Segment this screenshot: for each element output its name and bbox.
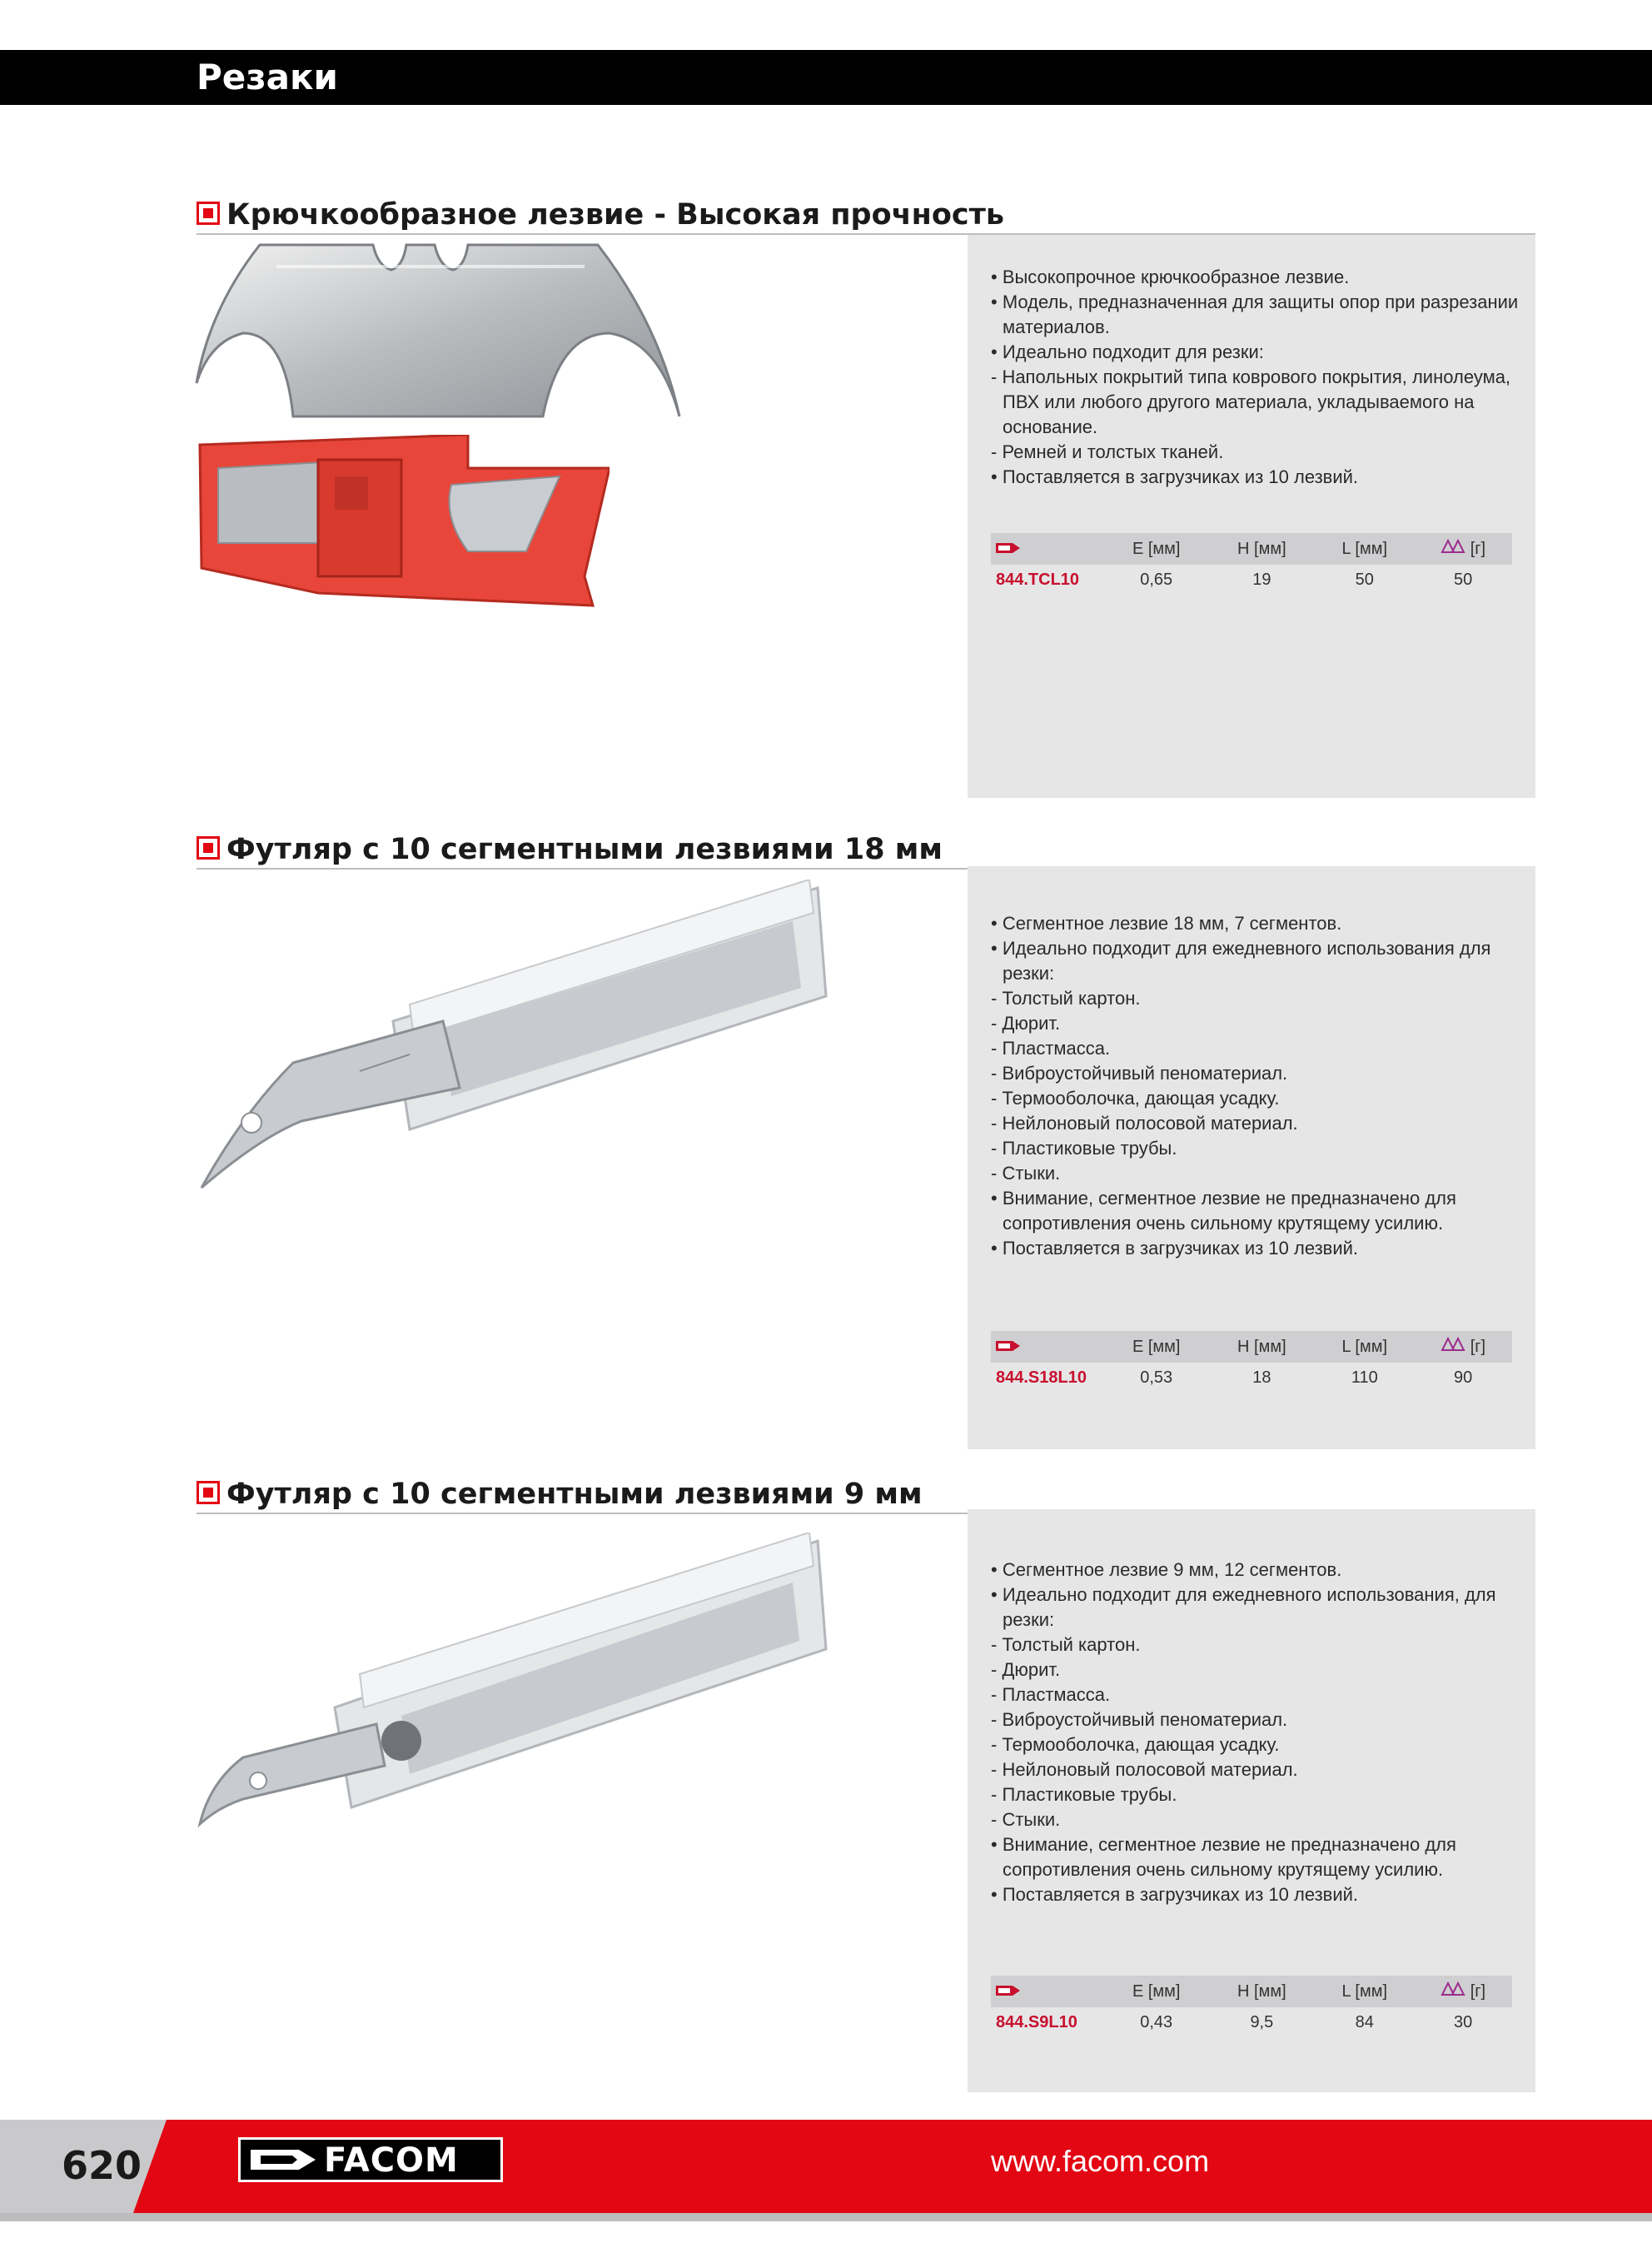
product-reference: 844.S9L10 — [996, 2012, 1077, 2031]
value-weight: 50 — [1454, 570, 1473, 589]
website-link[interactable]: www.facom.com — [991, 2144, 1210, 2178]
section-marker-icon — [197, 836, 220, 860]
description-line: - Виброустойчивый пеноматериал. — [991, 1709, 1288, 1730]
description-line: - Ремней и толстых тканей. — [991, 441, 1224, 462]
product-info-panel — [968, 866, 1535, 1449]
column-header-e: E [мм] — [1104, 533, 1208, 565]
value-e: 0,43 — [1140, 2012, 1173, 2031]
value-l: 84 — [1355, 2012, 1374, 2031]
column-header-l: L [мм] — [1315, 533, 1414, 565]
product-reference: 844.TCL10 — [996, 570, 1080, 589]
product-description — [991, 1558, 1524, 1907]
section-header — [197, 197, 1535, 235]
section-header — [197, 831, 1535, 870]
specs-table — [991, 533, 1512, 595]
brand-name: FACOM — [324, 2141, 459, 2180]
column-header-e: E [мм] — [1104, 1976, 1208, 2007]
product-reference: 844.S18L10 — [996, 1368, 1087, 1387]
description-line: - Стыки. — [991, 1163, 1061, 1184]
description-line: - Пластиковые трубы. — [991, 1784, 1177, 1805]
page-number: 620 — [62, 2143, 142, 2188]
description-line: - Стыки. — [991, 1809, 1061, 1830]
section-title: Футляр с 10 сегментными лезвиями 18 мм — [226, 833, 943, 866]
specs-header-row — [991, 1331, 1512, 1363]
description-line: - Нейлоновый полосовой материал. — [991, 1759, 1298, 1780]
value-weight: 90 — [1454, 1368, 1473, 1387]
column-header-l: L [мм] — [1315, 1976, 1414, 2007]
segmented-blade-18mm-image — [193, 880, 834, 1193]
section-title: Футляр с 10 сегментными лезвиями 9 мм — [226, 1478, 923, 1511]
weight-icon — [1441, 1982, 1465, 2001]
specs-header-row — [991, 533, 1512, 565]
blade-dispenser-image — [193, 435, 610, 610]
description-line: • Модель, предназначенная для защиты опор при разрезании материалов. — [991, 292, 1519, 337]
weight-icon — [1441, 540, 1465, 558]
reference-arrow-icon — [991, 533, 1104, 565]
column-header-weight — [1414, 1331, 1512, 1363]
product-info-panel — [968, 235, 1535, 798]
description-line: - Виброустойчивый пеноматериал. — [991, 1063, 1288, 1084]
description-line: - Толстый картон. — [991, 988, 1141, 1009]
specs-row — [991, 2007, 1512, 2037]
specs-table — [991, 1331, 1512, 1393]
product-info-panel — [968, 1509, 1535, 2092]
weight-unit: [г] — [1470, 540, 1486, 558]
page-title: Резаки — [197, 57, 338, 97]
value-h: 18 — [1252, 1368, 1271, 1387]
value-h: 19 — [1252, 570, 1271, 589]
reference-arrow-icon — [991, 1331, 1104, 1363]
description-line: • Внимание, сегментное лезвие не предназначено для сопротивления очень сильному крутящему усилию. — [991, 1188, 1456, 1234]
column-header-weight — [1414, 533, 1512, 565]
description-line: • Идеально подходит для ежедневного использования, для резки: — [991, 1584, 1496, 1630]
description-line: - Термооболочка, дающая усадку. — [991, 1734, 1280, 1755]
description-line: - Дюрит. — [991, 1659, 1061, 1680]
specs-header-row — [991, 1976, 1512, 2007]
description-line: • Поставляется в загрузчиках из 10 лезвий. — [991, 1238, 1359, 1259]
facom-logo — [238, 2137, 503, 2182]
reference-arrow-icon — [991, 1976, 1104, 2007]
column-header-h: H [мм] — [1208, 1976, 1315, 2007]
section-marker-icon — [197, 202, 220, 225]
value-l: 110 — [1351, 1368, 1378, 1387]
column-header-e: E [мм] — [1104, 1331, 1208, 1363]
description-line: - Напольных покрытий типа коврового покрытия, линолеума, ПВХ или любого другого материала, укладываемого на основание. — [991, 366, 1511, 437]
value-weight: 30 — [1454, 2012, 1473, 2031]
description-line: • Поставляется в загрузчиках из 10 лезвий. — [991, 466, 1359, 487]
facom-logo-mark-icon — [251, 2148, 317, 2171]
description-line: • Идеально подходит для ежедневного использования для резки: — [991, 938, 1491, 984]
description-line: • Внимание, сегментное лезвие не предназначено для сопротивления очень сильному крутящему усилию. — [991, 1834, 1456, 1880]
description-line: - Толстый картон. — [991, 1634, 1141, 1655]
weight-unit: [г] — [1470, 1982, 1486, 2001]
description-line: • Сегментное лезвие 9 мм, 12 сегментов. — [991, 1559, 1342, 1580]
specs-row — [991, 1363, 1512, 1393]
specs-table — [991, 1976, 1512, 2037]
description-line: - Термооболочка, дающая усадку. — [991, 1088, 1280, 1109]
description-line: - Пластмасса. — [991, 1038, 1111, 1059]
weight-icon — [1441, 1338, 1465, 1356]
value-h: 9,5 — [1250, 2012, 1274, 2031]
description-line: - Нейлоновый полосовой материал. — [991, 1113, 1298, 1134]
column-header-h: H [мм] — [1208, 1331, 1315, 1363]
description-line: - Дюрит. — [991, 1013, 1061, 1034]
description-line: • Поставляется в загрузчиках из 10 лезвий. — [991, 1884, 1359, 1905]
column-header-h: H [мм] — [1208, 533, 1315, 565]
value-e: 0,53 — [1140, 1368, 1173, 1387]
hook-blade-image — [193, 242, 681, 421]
weight-unit: [г] — [1470, 1338, 1486, 1356]
description-line: - Пластиковые трубы. — [991, 1138, 1177, 1159]
specs-row — [991, 565, 1512, 595]
column-header-l: L [мм] — [1315, 1331, 1414, 1363]
section-title: Крючкообразное лезвие - Высокая прочность — [226, 198, 1005, 232]
value-l: 50 — [1355, 570, 1374, 589]
description-line: - Пластмасса. — [991, 1684, 1111, 1705]
description-line: • Сегментное лезвие 18 мм, 7 сегментов. — [991, 913, 1342, 934]
segmented-blade-9mm-image — [193, 1533, 834, 1832]
product-description — [991, 265, 1524, 490]
column-header-weight — [1414, 1976, 1512, 2007]
description-line: • Высокопрочное крючкообразное лезвие. — [991, 267, 1350, 287]
section-marker-icon — [197, 1481, 220, 1504]
description-line: • Идеально подходит для резки: — [991, 341, 1264, 362]
footer-divider — [0, 2213, 1652, 2221]
value-e: 0,65 — [1140, 570, 1173, 589]
product-description — [991, 911, 1524, 1261]
page-header-bar — [0, 50, 1652, 105]
